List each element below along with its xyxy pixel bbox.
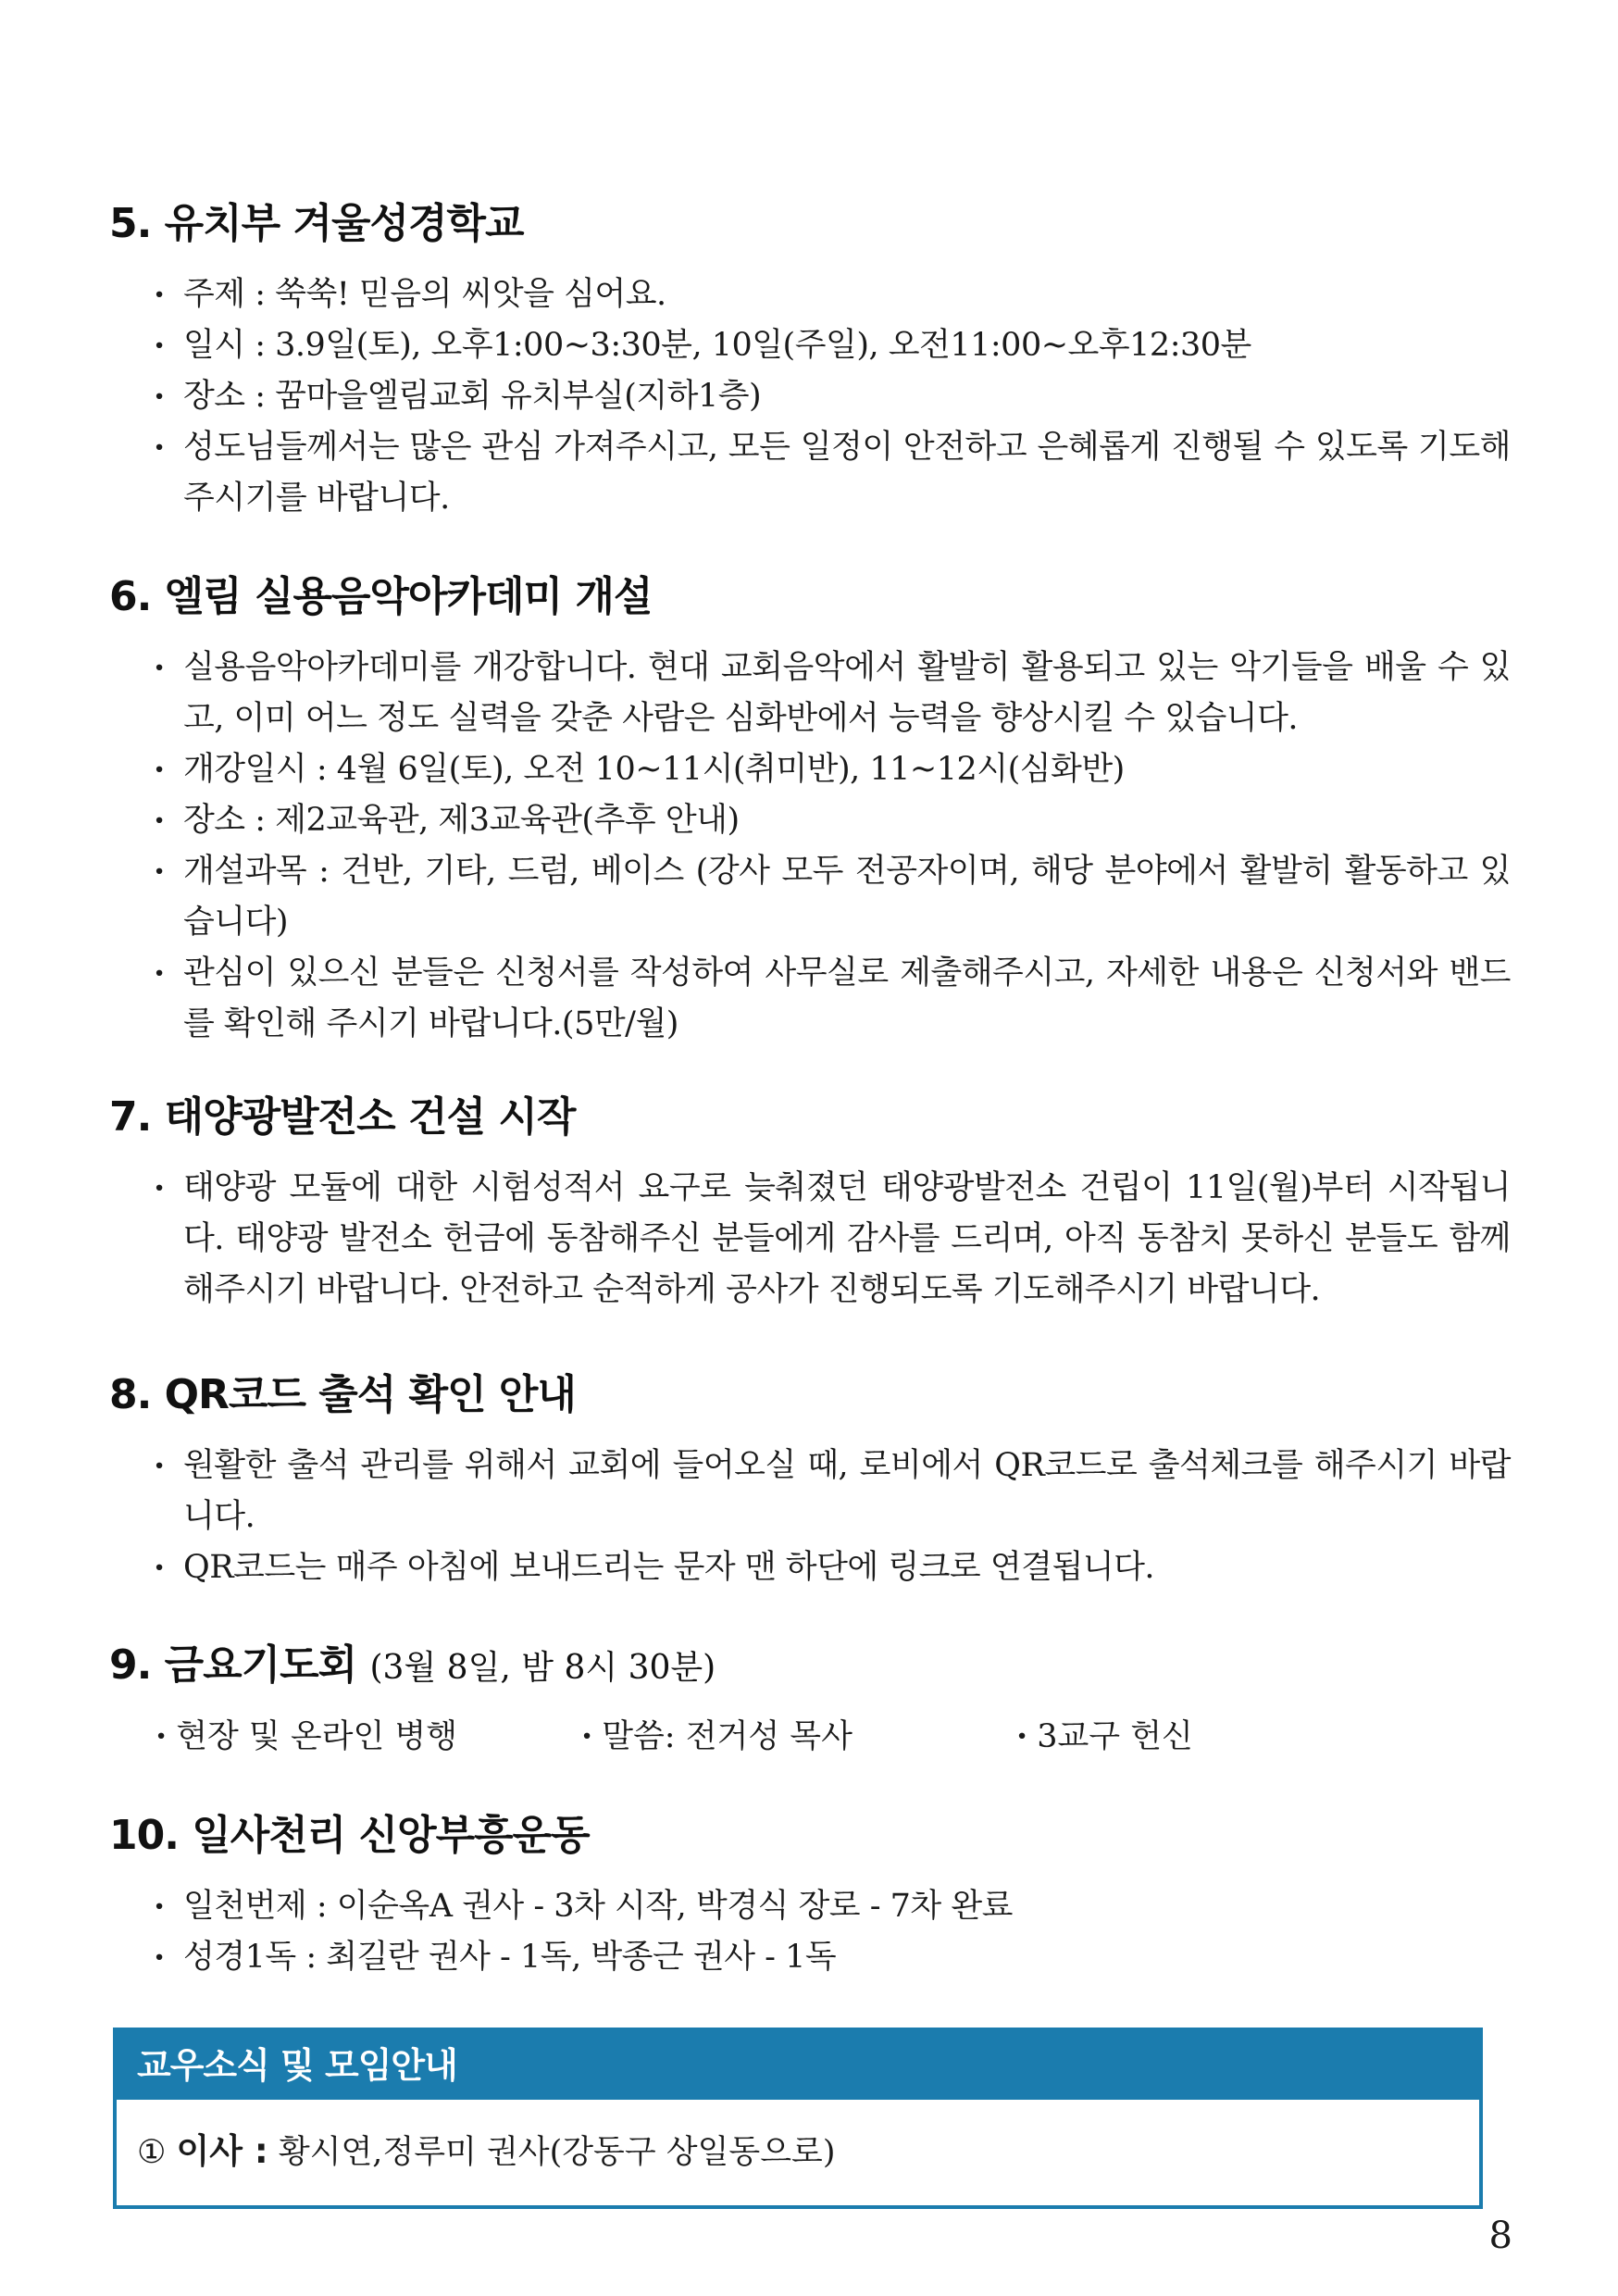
bullet-list: [109, 1881, 1516, 1983]
bullet-dot: ·: [154, 378, 165, 416]
item-text: 장소 : 제2교육관, 제3교육관(추후 안내): [183, 802, 740, 839]
list-item: [156, 1711, 581, 1763]
item-text: 태양광 모듈에 대한 시험성적서 요구로 늦춰졌던 태양광발전소 건립이 11일(월)부터 시작됩니다. 태양광 발전소 헌금에 동참해주신 분들에게 감사를 드리며, 아직 동참치 못하신 분들도 함께해주시기 바랍니다. 안전하고 순적하게 공사가 진행되도록 기도해주시기 바랍니다.: [183, 1169, 1511, 1308]
section-kindergarten-bible-school: [109, 190, 1516, 524]
notice-item-text: 황시연,정루미 권사(강동구 상일동으로): [278, 2134, 836, 2171]
list-item: [1016, 1711, 1193, 1763]
list-item: [109, 643, 1516, 744]
bullet-dot: ·: [154, 429, 165, 467]
section-title: [109, 1631, 1516, 1691]
item-text: 주제 : 쑥쑥! 믿음의 씨앗을 심어요.: [183, 276, 666, 313]
list-item: [109, 320, 1516, 371]
list-item: [109, 371, 1516, 422]
inline-items: [109, 1711, 1516, 1763]
bullet-dot: ·: [581, 1717, 593, 1755]
section-solar-plant: [109, 1083, 1516, 1316]
notice-item-number: ①: [137, 2134, 167, 2171]
list-item: [581, 1711, 1016, 1763]
bullet-dot: ·: [1016, 1717, 1028, 1755]
bullet-dot: ·: [154, 802, 165, 840]
bullet-dot: ·: [154, 955, 165, 992]
bullet-dot: ·: [154, 649, 165, 687]
bullet-dot: ·: [154, 1939, 165, 1977]
item-text: 개강일시 : 4월 6일(토), 오전 10~11시(취미반), 11~12시(심화반): [183, 751, 1125, 788]
list-item: [109, 422, 1516, 524]
item-text: QR코드는 매주 아침에 보내드리는 문자 맨 하단에 링크로 연결됩니다.: [183, 1549, 1155, 1586]
bullet-list: [109, 643, 1516, 1050]
list-item: [109, 1932, 1516, 1983]
item-text: 일시 : 3.9일(토), 오후1:00~3:30분, 10일(주일), 오전11:00~오후12:30분: [183, 327, 1251, 364]
section-music-academy: [109, 563, 1516, 1050]
bullet-dot: ·: [156, 1717, 168, 1755]
notice-box: [113, 2028, 1483, 2209]
bullet-dot: ·: [154, 327, 165, 365]
list-item: [109, 269, 1516, 320]
bullet-dot: ·: [154, 853, 165, 891]
list-item: [109, 744, 1516, 795]
item-text: 장소 : 꿈마을엘림교회 유치부실(지하1층): [183, 378, 762, 415]
bullet-dot: ·: [154, 276, 165, 314]
notice-item: [117, 2100, 1479, 2204]
item-text: 현장 및 온라인 병행: [176, 1718, 458, 1755]
section-title: 5. 유치부 겨울성경학교: [109, 200, 524, 247]
item-text: 개설과목 : 건반, 기타, 드럼, 베이스 (강사 모두 전공자이며, 해당 분야에서 활발히 활동하고 있습니다): [183, 853, 1511, 941]
bullet-dot: ·: [154, 1888, 165, 1926]
bullet-dot: ·: [154, 751, 165, 789]
section-qr-attendance: [109, 1361, 1516, 1593]
list-item: [109, 1163, 1516, 1316]
bullet-list: [109, 269, 1516, 524]
item-text: 말씀: 전거성 목사: [602, 1718, 853, 1755]
list-item: [109, 795, 1516, 846]
item-text: 원활한 출석 관리를 위해서 교회에 들어오실 때, 로비에서 QR코드로 출석체크를 해주시기 바랍니다.: [183, 1447, 1511, 1535]
bullet-list: [109, 1441, 1516, 1593]
item-text: 3교구 헌신: [1037, 1718, 1193, 1755]
list-item: [109, 846, 1516, 948]
bullet-dot: ·: [154, 1169, 165, 1207]
item-text: 관심이 있으신 분들은 신청서를 작성하여 사무실로 제출해주시고, 자세한 내용은 신청서와 밴드를 확인해 주시기 바랍니다.(5만/월): [183, 955, 1511, 1042]
list-item: [109, 1542, 1516, 1593]
section-faith-revival: [109, 1802, 1516, 1983]
item-text: 성경1독 : 최길란 권사 - 1독, 박종근 권사 - 1독: [183, 1939, 837, 1976]
notice-title: 교우소식 및 모임안내: [117, 2031, 1479, 2100]
list-item: [109, 948, 1516, 1050]
list-item: [109, 1881, 1516, 1932]
item-text: 일천번제 : 이순옥A 권사 - 3차 시작, 박경식 장로 - 7차 완료: [183, 1888, 1013, 1925]
list-item: [109, 1441, 1516, 1542]
item-text: 성도님들께서는 많은 관심 가져주시고, 모든 일정이 안전하고 은혜롭게 진행될 수 있도록 기도해주시기를 바랍니다.: [183, 429, 1511, 517]
bullet-dot: ·: [154, 1549, 165, 1587]
notice-item-label: 이사 :: [176, 2131, 268, 2171]
item-text: 실용음악아카데미를 개강합니다. 현대 교회음악에서 활발히 활용되고 있는 악기들을 배울 수 있고, 이미 어느 정도 실력을 갖춘 사람은 심화반에서 능력을 향상시킬 수 있습니다.: [183, 649, 1511, 737]
section-title-schedule: (3월 8일, 밤 8시 30분): [369, 1649, 716, 1687]
bullet-list: [109, 1163, 1516, 1316]
section-title: 10. 일사천리 신앙부흥운동: [109, 1812, 590, 1859]
section-title-main: 9. 금요기도회: [109, 1641, 357, 1689]
bullet-dot: ·: [154, 1447, 165, 1485]
section-friday-prayer: [109, 1631, 1516, 1763]
section-title: 8. QR코드 출석 확인 안내: [109, 1371, 576, 1418]
page-number: 8: [1488, 2215, 1512, 2257]
section-title: 6. 엘림 실용음악아카데미 개설: [109, 573, 653, 620]
section-title: 7. 태양광발전소 건설 시작: [109, 1093, 576, 1141]
